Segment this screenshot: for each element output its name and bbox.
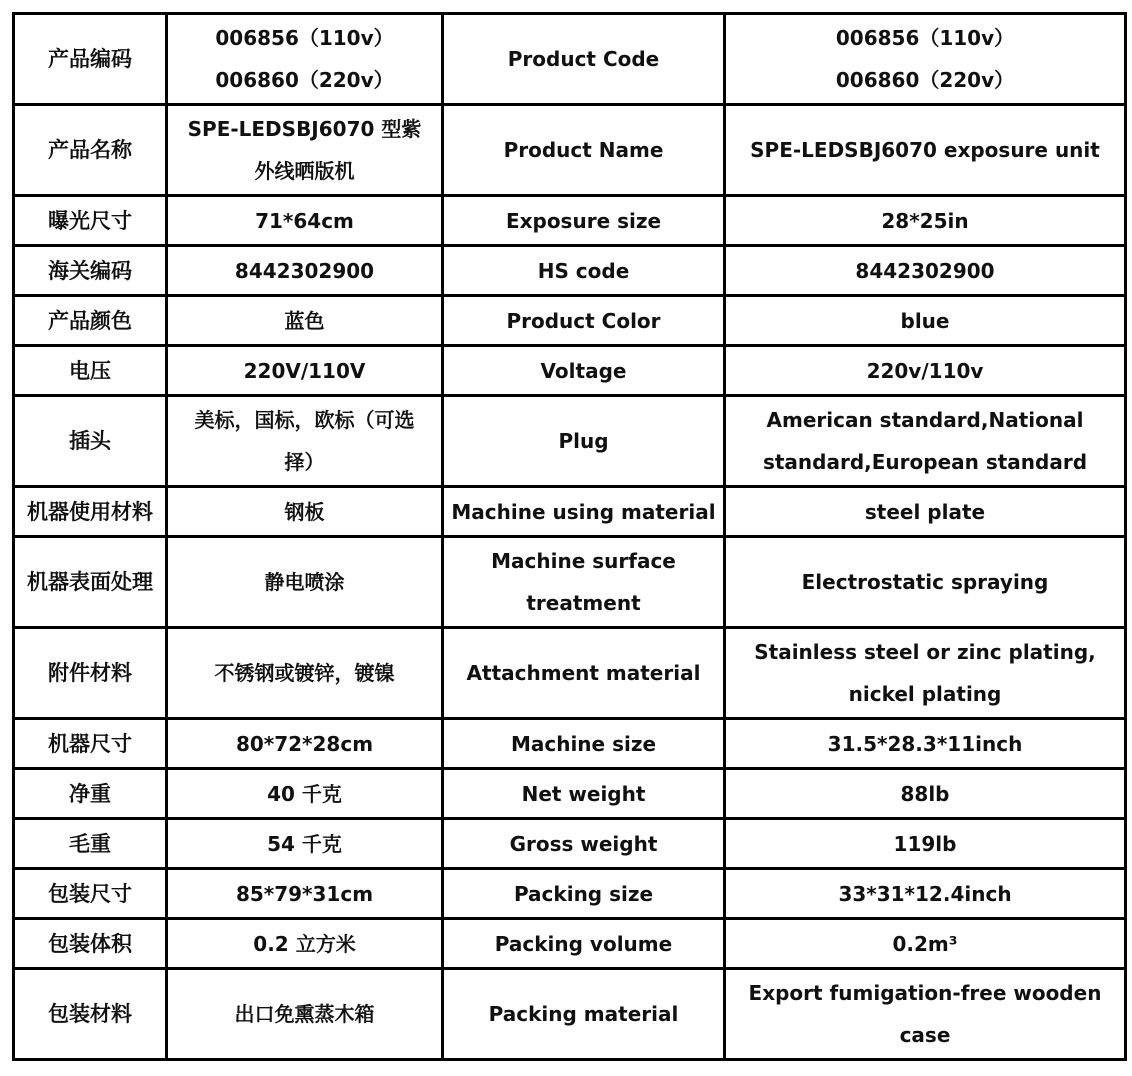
cn-value-line: 0.2 立方米 [253, 931, 356, 956]
spec-row [14, 196, 1126, 246]
en-value-cell [725, 919, 1126, 969]
en-value-line: 119lb [893, 831, 957, 856]
cn-value-cell [167, 396, 443, 487]
en-value-cell [725, 105, 1126, 196]
en-label-cell [443, 537, 725, 628]
cn-value-cell [167, 969, 443, 1060]
en-label-line: Machine surface [491, 549, 676, 573]
en-value-line: steel plate [864, 499, 986, 524]
cn-value-line: 71*64cm [255, 208, 354, 233]
en-value-line: 33*31*12.4inch [838, 881, 1012, 906]
cn-label-cell: 包装尺寸 [14, 869, 167, 919]
en-value-line: 006856（110v） [835, 26, 1015, 50]
en-label-cell [443, 487, 725, 537]
cn-value-cell [167, 769, 443, 819]
cn-value-cell [167, 819, 443, 869]
cn-value-line: 静电喷涂 [264, 570, 345, 594]
en-value-cell [725, 296, 1126, 346]
en-label-line: Product Name [503, 138, 664, 162]
en-value-line: 28*25in [881, 208, 969, 233]
cn-value-cell [167, 105, 443, 196]
en-label-cell [443, 919, 725, 969]
cn-value-line: 220V/110V [243, 358, 366, 383]
cn-value-line: 006860（220v） [215, 68, 394, 92]
cn-value-cell [167, 869, 443, 919]
en-value-cell [725, 819, 1126, 869]
en-value-line: case [899, 1023, 951, 1047]
en-label-cell [443, 628, 725, 719]
en-value-line: 220v/110v [866, 358, 984, 383]
en-label-line: Net weight [521, 781, 646, 806]
en-value-cell [725, 869, 1126, 919]
spec-row [14, 719, 1126, 769]
en-label-line: treatment [526, 591, 641, 615]
cn-value-line: 40 千克 [267, 781, 342, 806]
cn-value-cell [167, 719, 443, 769]
en-value-line: Stainless steel or zinc plating, [754, 640, 1096, 664]
cn-label-cell: 附件材料 [14, 628, 167, 719]
spec-row [14, 246, 1126, 296]
en-label-cell [443, 769, 725, 819]
cn-value-line: 蓝色 [284, 308, 325, 333]
spec-row [14, 819, 1126, 869]
cn-value-cell [167, 919, 443, 969]
cn-value-line: 美标，国标，欧标（可选 [194, 408, 415, 432]
en-label-line: Packing volume [494, 931, 673, 956]
cn-label-cell: 产品颜色 [14, 296, 167, 346]
cn-label-cell: 机器使用材料 [14, 487, 167, 537]
spec-row [14, 769, 1126, 819]
cn-label-cell: 插头 [14, 396, 167, 487]
spec-row [14, 105, 1126, 196]
cn-value-cell [167, 537, 443, 628]
cn-value-line: 外线晒版机 [254, 159, 355, 183]
spec-table-body [14, 14, 1126, 1060]
en-value-cell [725, 628, 1126, 719]
en-label-line: Voltage [540, 358, 627, 383]
en-value-line: 006860（220v） [835, 68, 1015, 92]
cn-value-line: 出口免熏蒸木箱 [234, 1002, 375, 1026]
cn-value-cell [167, 487, 443, 537]
cn-value-cell [167, 346, 443, 396]
en-value-line: 31.5*28.3*11inch [827, 731, 1023, 756]
spec-row [14, 346, 1126, 396]
spec-row [14, 869, 1126, 919]
en-value-cell [725, 346, 1126, 396]
en-label-cell [443, 196, 725, 246]
en-label-cell [443, 246, 725, 296]
spec-row [14, 487, 1126, 537]
cn-label-cell: 机器表面处理 [14, 537, 167, 628]
en-value-line: 0.2m³ [892, 931, 958, 956]
spec-row [14, 14, 1126, 105]
cn-value-cell [167, 628, 443, 719]
product-spec-table [12, 12, 1127, 1061]
en-value-cell [725, 537, 1126, 628]
cn-value-line: 钢板 [284, 499, 325, 524]
cn-label-cell: 机器尺寸 [14, 719, 167, 769]
en-label-cell [443, 719, 725, 769]
en-label-line: Machine size [510, 731, 657, 756]
cn-label-cell: 净重 [14, 769, 167, 819]
spec-row [14, 969, 1126, 1060]
en-label-cell [443, 14, 725, 105]
en-value-line: SPE-LEDSBJ6070 exposure unit [750, 138, 1100, 162]
en-value-cell [725, 396, 1126, 487]
en-label-cell [443, 296, 725, 346]
en-label-line: Attachment material [466, 661, 701, 685]
cn-label-cell: 产品名称 [14, 105, 167, 196]
en-label-line: Packing material [488, 1002, 679, 1026]
en-label-cell [443, 819, 725, 869]
en-value-line: 8442302900 [855, 258, 995, 283]
cn-value-cell [167, 196, 443, 246]
cn-value-cell [167, 246, 443, 296]
en-label-cell [443, 105, 725, 196]
en-label-cell [443, 969, 725, 1060]
cn-value-line: 85*79*31cm [235, 881, 374, 906]
en-label-line: Plug [558, 429, 609, 453]
en-value-line: Electrostatic spraying [801, 570, 1049, 594]
cn-value-line: 8442302900 [234, 258, 375, 283]
en-label-line: Machine using material [451, 499, 716, 524]
en-label-cell [443, 396, 725, 487]
spec-row [14, 537, 1126, 628]
en-value-cell [725, 769, 1126, 819]
en-label-line: Product Color [506, 308, 661, 333]
en-value-cell [725, 196, 1126, 246]
en-label-line: HS code [537, 258, 630, 283]
en-label-cell [443, 346, 725, 396]
en-label-line: Product Code [507, 47, 660, 71]
en-value-cell [725, 719, 1126, 769]
spec-row [14, 296, 1126, 346]
cn-label-cell: 电压 [14, 346, 167, 396]
en-value-cell [725, 969, 1126, 1060]
en-label-line: Gross weight [509, 831, 658, 856]
spec-row [14, 628, 1126, 719]
cn-value-line: 006856（110v） [215, 26, 394, 50]
spec-row [14, 919, 1126, 969]
cn-label-cell: 产品编码 [14, 14, 167, 105]
en-value-line: American standard,National [766, 408, 1084, 432]
spec-row [14, 396, 1126, 487]
en-value-line: standard,European standard [762, 450, 1088, 474]
cn-value-line: 54 千克 [267, 831, 342, 856]
cn-value-line: 择） [284, 450, 325, 474]
cn-value-cell [167, 296, 443, 346]
en-value-line: Export fumigation-free wooden [748, 981, 1102, 1005]
en-value-line: 88lb [900, 781, 950, 806]
en-value-line: nickel plating [848, 682, 1002, 706]
cn-label-cell: 曝光尺寸 [14, 196, 167, 246]
cn-label-cell: 毛重 [14, 819, 167, 869]
en-label-line: Packing size [513, 881, 654, 906]
cn-label-cell: 包装材料 [14, 969, 167, 1060]
cn-value-cell [167, 14, 443, 105]
cn-label-cell: 包装体积 [14, 919, 167, 969]
cn-value-line: SPE-LEDSBJ6070 型紫 [187, 117, 422, 141]
en-label-cell [443, 869, 725, 919]
en-value-cell [725, 487, 1126, 537]
en-value-line: blue [900, 308, 950, 333]
en-value-cell [725, 246, 1126, 296]
en-label-line: Exposure size [505, 208, 662, 233]
en-value-cell [725, 14, 1126, 105]
cn-value-line: 80*72*28cm [235, 731, 374, 756]
cn-value-line: 不锈钢或镀锌，镀镍 [214, 661, 395, 685]
cn-label-cell: 海关编码 [14, 246, 167, 296]
